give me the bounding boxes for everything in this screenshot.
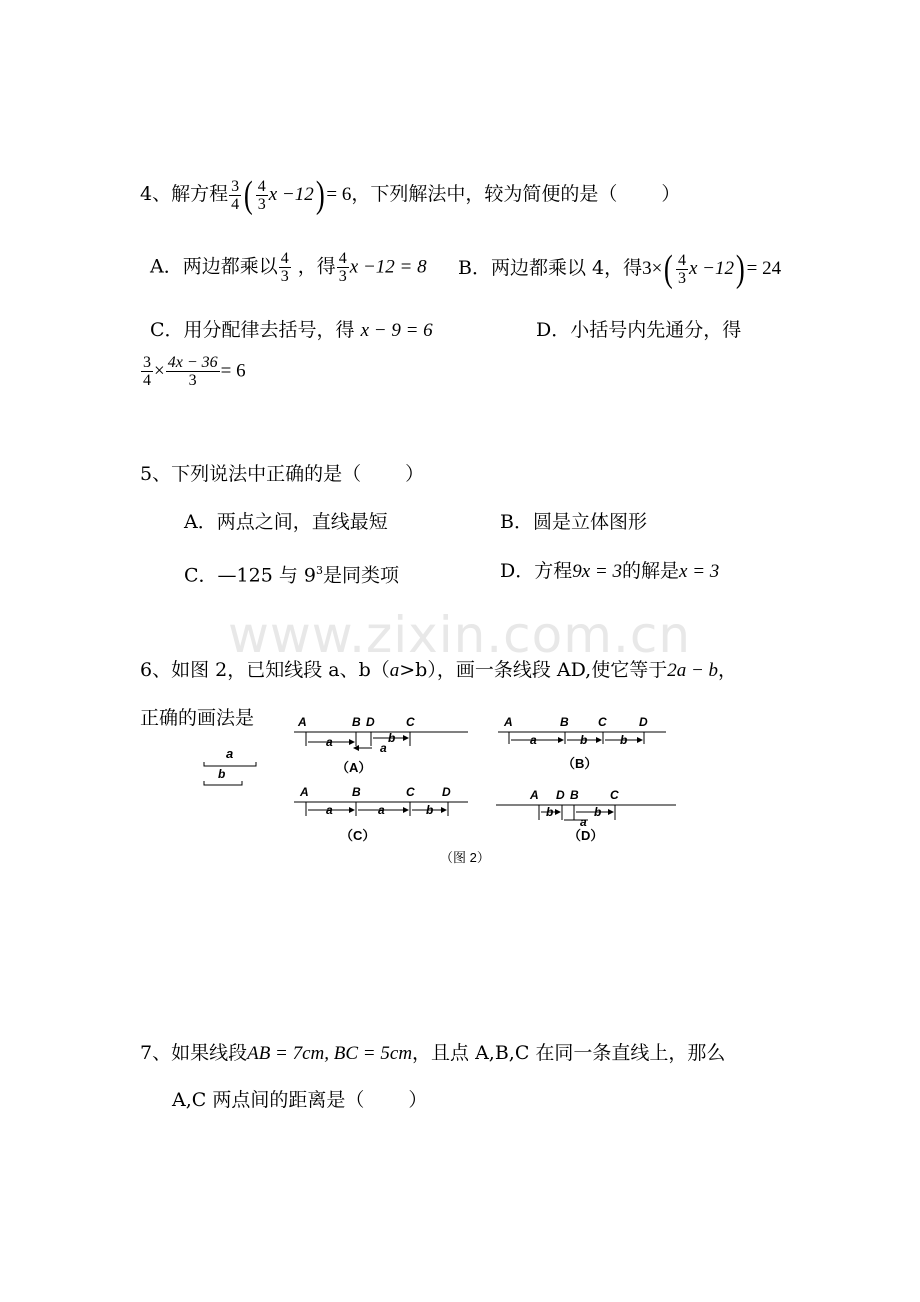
q4-option-d: D．小括号内先通分，得 bbox=[536, 319, 742, 341]
q4-suffix: ，下列解法中，较为简便的是（ ） bbox=[351, 183, 681, 205]
watermark: www.zixin.com.cn bbox=[228, 606, 692, 664]
figure-label: b bbox=[620, 733, 628, 747]
question-7-stem: 7、如果线段AB = 7cm, BC = 5cm，且点 A,B,C 在同一条直线上，那么 bbox=[140, 1042, 726, 1064]
q4-frac-inner: $\frac{4}{3}$ bbox=[257, 177, 266, 213]
q5-option-c: C．—125 与 $9^3$是同类项 bbox=[184, 564, 399, 587]
figure-2-caption: （图 2） bbox=[440, 850, 490, 865]
q5-option-a: A．两点之间，直线最短 bbox=[184, 511, 388, 533]
figure-label: b bbox=[580, 733, 588, 747]
figure-label: B bbox=[352, 785, 361, 799]
figure-label: a bbox=[378, 803, 385, 817]
figure-label: b bbox=[388, 731, 396, 745]
figure-label: a bbox=[580, 815, 587, 829]
q5-option-d: D．方程9x = 3的解是x = 3 bbox=[500, 560, 720, 582]
figure-label: C bbox=[610, 788, 619, 802]
question-5-stem: 5、下列说法中正确的是（ ） bbox=[140, 463, 425, 485]
figure-label: a bbox=[326, 735, 333, 749]
question-6-stem: 6、如图 2，已知线段 a、b（a>b），画一条线段 AD,使它等于2a − b， bbox=[140, 659, 738, 681]
figure-label: C bbox=[406, 715, 415, 729]
figure-option-d bbox=[496, 788, 676, 843]
q4-option-c: C．用分配律去括号，得 x − 9 = 6 bbox=[150, 319, 433, 341]
q5-option-b: B．圆是立体图形 bbox=[500, 511, 647, 533]
figure-label: A bbox=[530, 788, 539, 802]
figure-label: C bbox=[406, 785, 415, 799]
q4-eq-rhs: = 6 bbox=[326, 184, 352, 205]
figure-label: B bbox=[352, 715, 361, 729]
figure-label: D bbox=[366, 715, 375, 729]
ref-label-b: b bbox=[218, 767, 226, 781]
figure-label: D bbox=[442, 785, 451, 799]
figure-2 bbox=[196, 710, 686, 870]
figure-label: b bbox=[426, 803, 434, 817]
figure-label: （B） bbox=[562, 756, 598, 771]
figure-label: （A） bbox=[336, 760, 372, 775]
figure-label: （C） bbox=[340, 828, 376, 843]
figure-option-a bbox=[294, 715, 468, 775]
ref-label-a: a bbox=[226, 746, 234, 761]
figure-label: a bbox=[530, 733, 537, 747]
question-4-stem: 4、解方程 $\frac{3}{4}$ ( $\frac{4}{3}$ x −12)= 6，下列解法中，较为简便的是（ ） bbox=[140, 174, 681, 216]
figure-label: （D） bbox=[568, 828, 604, 843]
figure-label: a bbox=[380, 741, 387, 755]
q4-eq-inner-rest: x −12 bbox=[268, 184, 314, 205]
figure-label: b bbox=[594, 805, 602, 819]
figure-option-b bbox=[498, 715, 666, 771]
q4-option-a: A．两边都乘以 $\frac{4}{3}$ ，得 $\frac{4}{3}$ x −12 = 8 bbox=[150, 250, 427, 285]
figure-label: D bbox=[639, 715, 648, 729]
question-6-stem-line2: 正确的画法是 bbox=[140, 707, 255, 729]
q4-frac-outer: $\frac{3}{4}$ bbox=[231, 177, 240, 213]
figure-label: b bbox=[546, 805, 554, 819]
reference-segments bbox=[204, 746, 256, 785]
q4-option-d-expr: $\frac{3}{4}$ × $\frac{4x - 36}{3}$ = 6 bbox=[143, 354, 246, 389]
q4-prefix: 4、解方程 bbox=[140, 183, 229, 205]
figure-label: B bbox=[570, 788, 579, 802]
figure-label: a bbox=[326, 803, 333, 817]
figure-label: D bbox=[556, 788, 565, 802]
q4-option-b: B．两边都乘以 4，得3×( $\frac{4}{3}$ x −12)= 24 bbox=[458, 248, 782, 290]
figure-option-c bbox=[294, 785, 468, 843]
question-7-stem-line2: A,C 两点间的距离是（ ） bbox=[172, 1089, 428, 1111]
figure-label: C bbox=[598, 715, 607, 729]
figure-label: A bbox=[504, 715, 513, 729]
figure-label: B bbox=[560, 715, 569, 729]
figure-label: A bbox=[300, 785, 309, 799]
figure-label: A bbox=[298, 715, 307, 729]
